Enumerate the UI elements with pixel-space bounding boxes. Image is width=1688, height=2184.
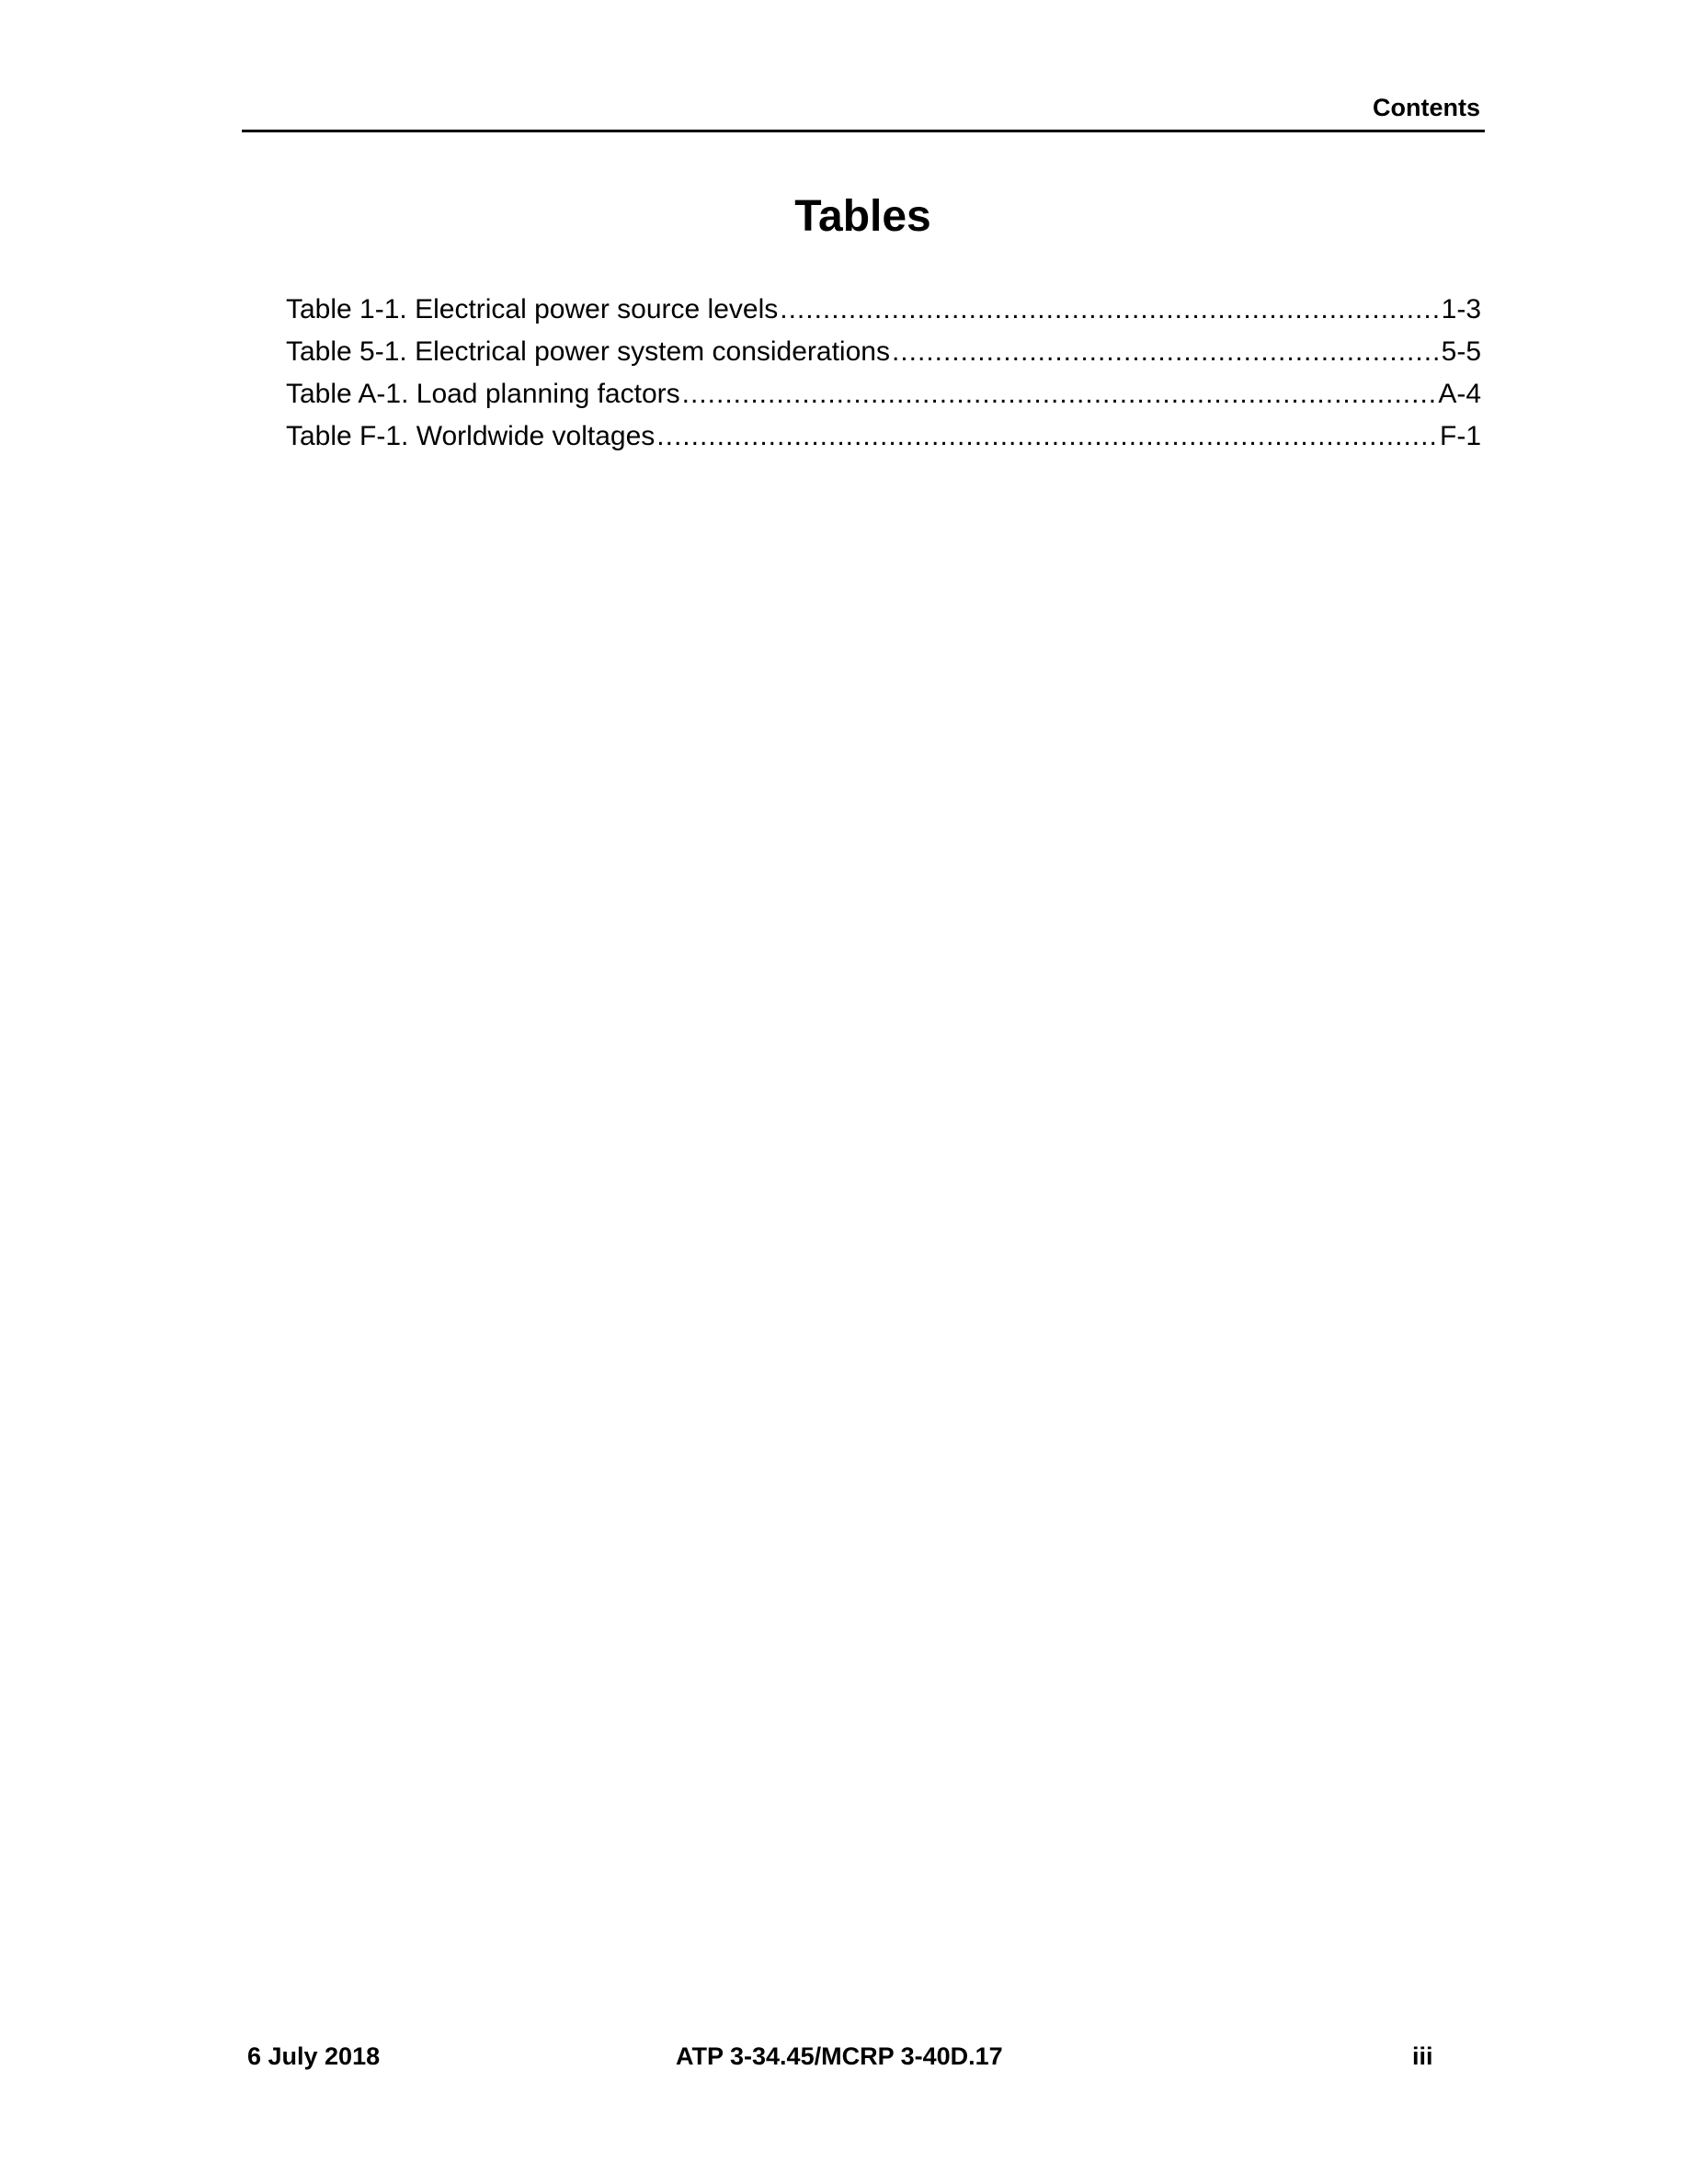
toc-entry[interactable] <box>286 373 1481 415</box>
dot-leader <box>682 373 1437 415</box>
toc-entry[interactable] <box>286 331 1481 373</box>
toc-entry-label: Table A-1. Load planning factors <box>286 379 680 409</box>
footer-date: 6 July 2018 <box>247 2042 381 2070</box>
dot-leader <box>656 415 1438 458</box>
header-rule <box>242 130 1485 132</box>
toc-entry-label: Table 5-1. Electrical power system considerations <box>286 336 890 367</box>
dot-leader <box>892 331 1440 373</box>
footer-page-number: iii <box>1412 2042 1433 2070</box>
dot-leader <box>780 289 1439 331</box>
toc-entry-page: A-4 <box>1438 379 1481 409</box>
toc-entry[interactable] <box>286 415 1481 458</box>
toc-entry-page: F-1 <box>1440 421 1481 451</box>
footer-document-id: ATP 3-34.45/MCRP 3-40D.17 <box>676 2042 1003 2070</box>
running-header-title: Contents <box>1373 94 1480 121</box>
toc-entry-page: 5-5 <box>1441 336 1481 367</box>
toc-entry[interactable] <box>286 289 1481 331</box>
toc-entry-page: 1-3 <box>1441 294 1481 324</box>
toc-entry-label: Table 1-1. Electrical power source levels <box>286 294 779 324</box>
tables-list <box>286 289 1481 458</box>
toc-entry-label: Table F-1. Worldwide voltages <box>286 421 656 451</box>
page-title: Tables <box>794 192 931 241</box>
